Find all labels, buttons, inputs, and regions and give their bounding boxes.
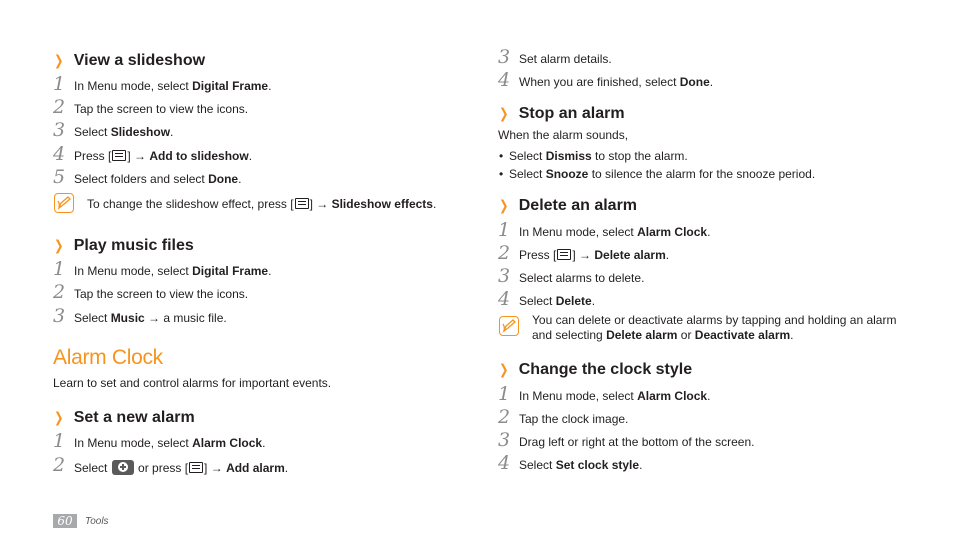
step: 2 Tap the clock image.: [498, 406, 629, 428]
step: 4 Select Set clock style.: [498, 452, 643, 474]
bullet-item: • Select Snooze to silence the alarm for the snooze period.: [509, 167, 815, 181]
section-heading-delete-alarm: ❯ Delete an alarm: [499, 197, 638, 214]
section-heading-set-alarm: ❯ Set a new alarm: [54, 409, 195, 426]
chapter-intro: Learn to set and control alarms for important events.: [53, 376, 332, 390]
step: 3 Set alarm details.: [498, 46, 612, 68]
menu-key-icon: [112, 150, 126, 161]
step: 2 Tap the screen to view the icons.: [53, 281, 249, 303]
chevron-right-icon: ❯: [499, 105, 509, 121]
section-heading-view-slideshow: ❯ View a slideshow: [54, 52, 206, 69]
step: 2 Press [ ] → Delete alarm.: [498, 242, 670, 264]
step: 3 Select Music → a music file.: [53, 305, 227, 327]
section-heading-clock-style: ❯ Change the clock style: [499, 361, 693, 378]
chevron-right-icon: ❯: [54, 409, 64, 425]
step: 3 Drag left or right at the bottom of the screen.: [498, 429, 755, 451]
step: 1 In Menu mode, select Digital Frame.: [53, 258, 272, 280]
menu-key-icon: [189, 462, 203, 473]
note-icon: [499, 316, 519, 336]
section-label: Tools: [85, 516, 109, 527]
menu-key-icon: [557, 249, 571, 260]
step: 4 When you are finished, select Done.: [498, 69, 714, 91]
step: 4 Select Delete.: [498, 288, 596, 310]
chevron-right-icon: ❯: [54, 237, 64, 253]
step: 2 Tap the screen to view the icons.: [53, 96, 249, 118]
step: 5 Select folders and select Done.: [53, 166, 242, 188]
chapter-title: Alarm Clock: [53, 346, 163, 369]
section-intro: When the alarm sounds,: [498, 128, 629, 142]
section-heading-play-music: ❯ Play music files: [54, 237, 194, 254]
note-text: To change the slideshow effect, press [ ] → Slideshow effects.: [87, 197, 437, 211]
chevron-right-icon: ❯: [54, 52, 64, 68]
note-text-line2: and selecting Delete alarm or Deactivate alarm.: [532, 328, 794, 342]
step: 1 In Menu mode, select Alarm Clock.: [498, 383, 711, 405]
step: 4 Press [ ] → Add to slideshow.: [53, 143, 253, 165]
step: 1 In Menu mode, select Alarm Clock.: [53, 430, 266, 452]
step: 3 Select alarms to delete.: [498, 265, 645, 287]
note-text-line1: You can delete or deactivate alarms by tapping and holding an alarm: [532, 313, 897, 327]
section-heading-stop-alarm: ❯ Stop an alarm: [499, 105, 625, 122]
step: 3 Select Slideshow.: [53, 119, 174, 141]
step: 2 Select or press [ ] → Add alarm.: [53, 454, 289, 476]
page-number: 60: [53, 514, 77, 528]
menu-key-icon: [295, 198, 309, 209]
add-icon: [112, 460, 134, 475]
bullet-item: • Select Dismiss to stop the alarm.: [509, 149, 688, 163]
chevron-right-icon: ❯: [499, 197, 509, 213]
note-icon: [54, 193, 74, 213]
step: 1 In Menu mode, select Alarm Clock.: [498, 219, 711, 241]
chevron-right-icon: ❯: [499, 361, 509, 377]
step: 1 In Menu mode, select Digital Frame.: [53, 73, 272, 95]
